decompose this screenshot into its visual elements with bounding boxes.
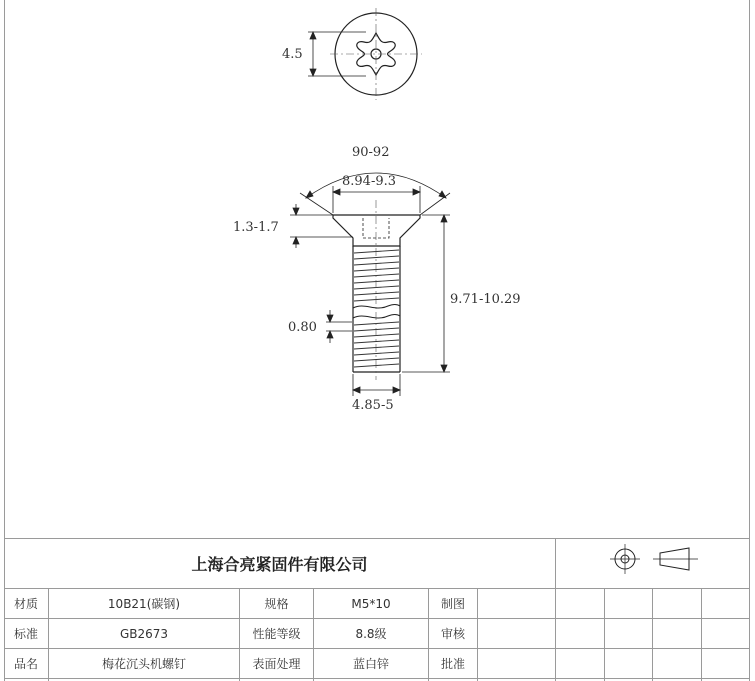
head-top-view [330, 8, 422, 100]
dim-head-height [290, 204, 353, 248]
spec-value: M5*10 [351, 596, 391, 611]
standard-value: GB2673 [119, 626, 169, 641]
checked-by-label: 审核 [440, 627, 465, 641]
dim-thread-diameter-label: 4.85-5 [352, 398, 394, 413]
dim-thread-pitch-label: 0.80 [288, 320, 317, 335]
spec-label: 规格 [264, 597, 289, 611]
dim-length [402, 215, 450, 372]
finish-label: 表面处理 [252, 657, 301, 671]
grade-value: 8.8级 [355, 627, 387, 641]
thread-line [354, 364, 399, 367]
material-value: 10B21(碳钢) [107, 597, 181, 611]
approved-by-label: 批准 [440, 657, 465, 671]
thread-lines [354, 250, 399, 367]
thread-break [353, 305, 400, 309]
title-block [4, 538, 750, 681]
thread-line [354, 346, 399, 349]
thread-line [354, 328, 399, 331]
dim-head-height-label: 1.3-1.7 [233, 220, 279, 235]
drawn-by-label: 制图 [440, 597, 465, 611]
thread-line [354, 352, 399, 355]
dim-countersink-angle-label: 90-92 [352, 145, 390, 160]
dim-head-diameter-label: 8.94-9.3 [342, 174, 397, 189]
thread-line [354, 256, 399, 259]
dim-thread-pitch [326, 310, 352, 343]
standard-label: 标准 [14, 627, 39, 641]
third-angle-projection-icon [610, 544, 698, 574]
thread-line [354, 286, 399, 289]
thread-line [354, 292, 399, 295]
thread-line [354, 298, 399, 301]
product-name-value: 梅花沉头机螺钉 [101, 657, 186, 671]
dim-head-diameter [333, 186, 420, 213]
product-name-label: 品名 [14, 657, 39, 671]
thread-line [354, 358, 399, 361]
thread-line [354, 274, 399, 277]
thread-line [354, 280, 399, 283]
thread-line [354, 334, 399, 337]
screw-side-view [333, 200, 420, 380]
company-name: 上海合亮紧固件有限公司 [191, 554, 368, 574]
grade-label: 性能等级 [252, 627, 301, 641]
finish-value: 蓝白锌 [352, 657, 389, 671]
thread-line [354, 340, 399, 343]
dim-length-label: 9.71-10.29 [450, 292, 521, 307]
dim-head-recess-label: 4.5 [282, 47, 303, 62]
screw-head [333, 215, 420, 246]
dim-thread-diameter [353, 374, 400, 396]
thread-line [354, 322, 399, 325]
thread-line [354, 250, 399, 253]
thread-line [354, 268, 399, 271]
thread-line [354, 262, 399, 265]
material-label: 材质 [14, 597, 39, 611]
